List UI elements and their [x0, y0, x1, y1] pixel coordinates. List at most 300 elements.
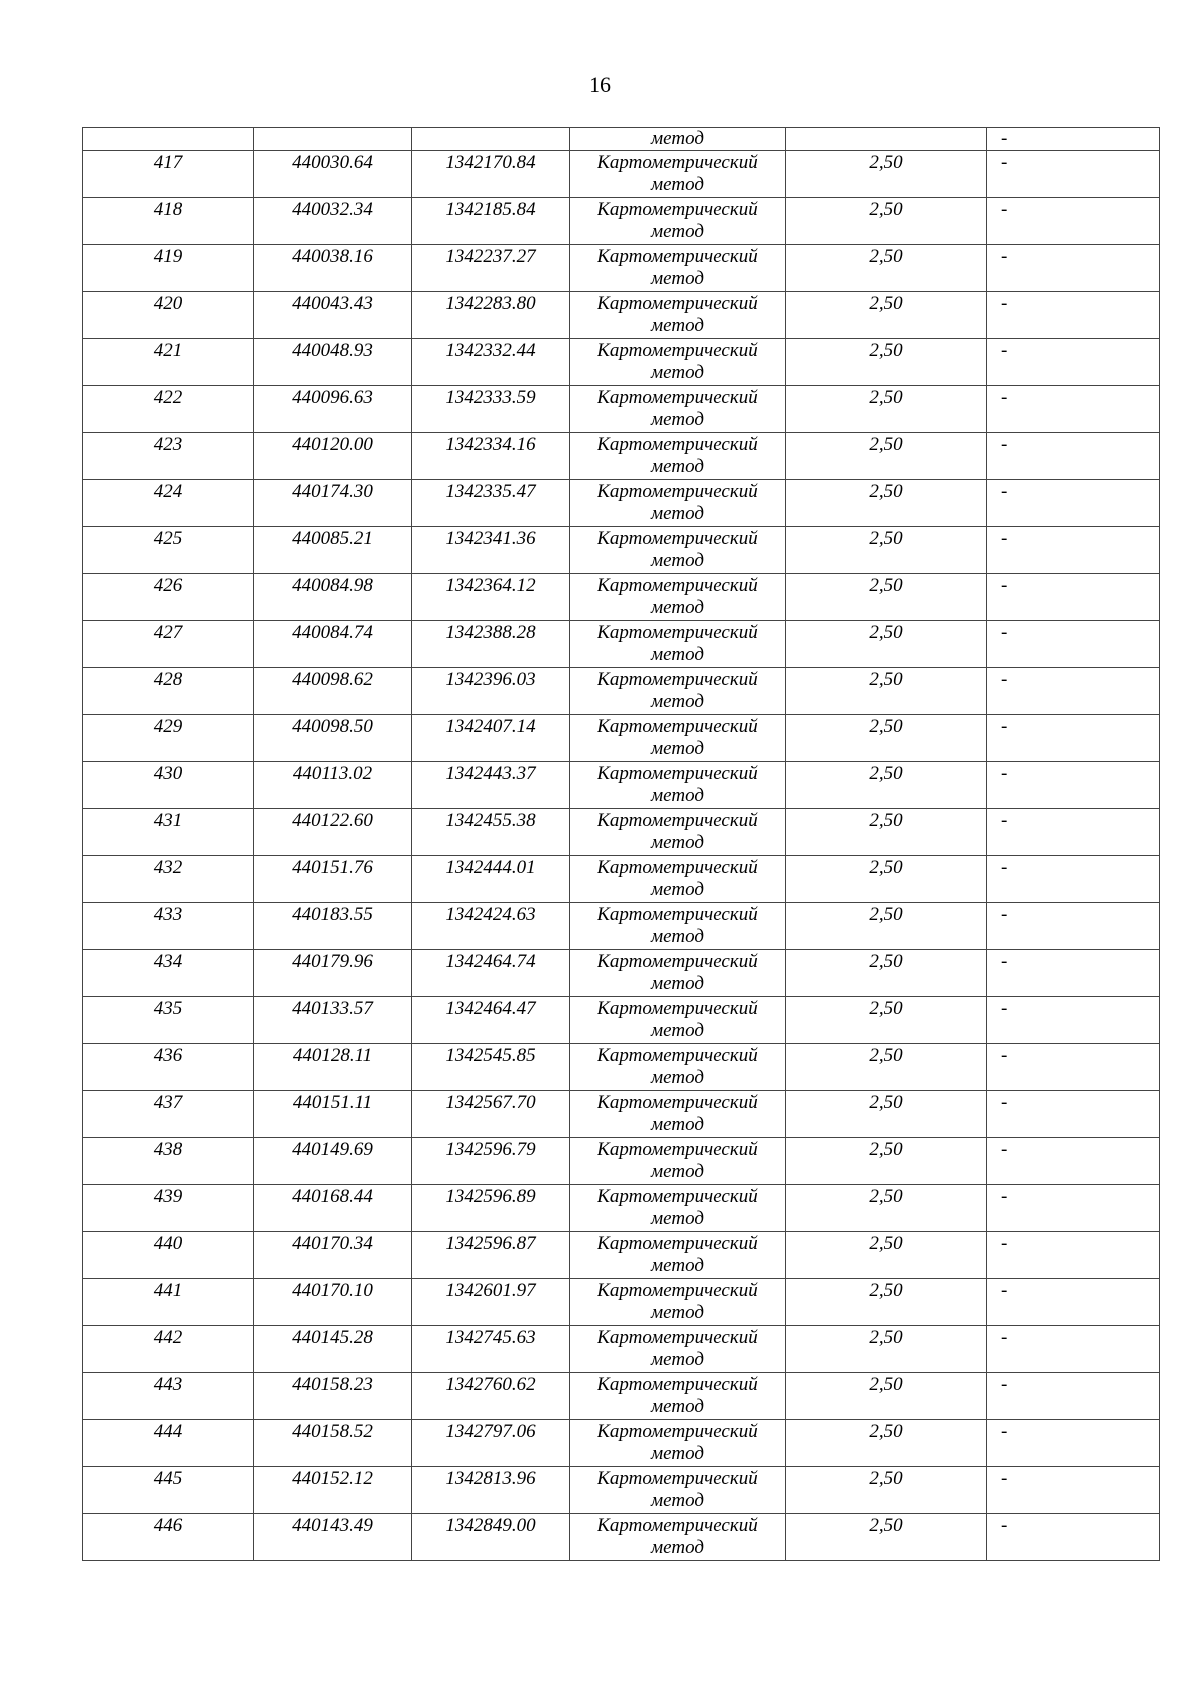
point-number-cell	[83, 668, 254, 715]
y-coordinate-cell	[412, 151, 570, 198]
table-row	[83, 1420, 1160, 1467]
x-coordinate: 440133.57	[292, 998, 373, 1019]
note-value: -	[1001, 763, 1008, 784]
method-line-1: Картометрический	[597, 1468, 758, 1489]
method-cell	[570, 151, 786, 198]
note-value: -	[1001, 387, 1008, 408]
y-coordinate-cell	[412, 950, 570, 997]
x-coordinate-cell	[254, 527, 412, 574]
accuracy-value: 2,50	[869, 575, 903, 596]
method-line-1: Картометрический	[597, 1280, 758, 1301]
point-number: 443	[153, 1374, 183, 1395]
table-row	[83, 1091, 1160, 1138]
y-coordinate-cell	[412, 1514, 570, 1561]
point-number-cell	[83, 1467, 254, 1514]
accuracy-value: 2,50	[869, 387, 903, 408]
method-line-1: Картометрический	[597, 998, 758, 1019]
accuracy-value: 2,50	[869, 716, 903, 737]
accuracy-value: 2,50	[869, 669, 903, 690]
accuracy-cell	[786, 151, 987, 198]
y-coordinate-cell	[412, 1326, 570, 1373]
y-coordinate-cell	[412, 433, 570, 480]
x-coordinate-cell	[254, 1420, 412, 1467]
method-line-2: метод	[651, 1255, 704, 1276]
note-cell	[987, 621, 1160, 668]
x-coordinate-cell	[254, 950, 412, 997]
method-cell	[570, 480, 786, 527]
y-coordinate: 1342567.70	[445, 1092, 536, 1113]
x-coordinate: 440120.00	[292, 434, 373, 455]
note-cell	[987, 997, 1160, 1044]
method-line-1: Картометрический	[597, 152, 758, 173]
table-row	[83, 1326, 1160, 1373]
x-coordinate-cell	[254, 292, 412, 339]
table-row	[83, 245, 1160, 292]
method-cell	[570, 574, 786, 621]
table-row	[83, 950, 1160, 997]
x-coordinate: 440183.55	[292, 904, 373, 925]
method-cell	[570, 386, 786, 433]
y-coordinate-cell	[412, 997, 570, 1044]
note-value: -	[1001, 575, 1008, 596]
accuracy-cell	[786, 527, 987, 574]
note-cell	[987, 151, 1160, 198]
y-coordinate: 1342813.96	[445, 1468, 536, 1489]
method-line-1: Картометрический	[597, 1233, 758, 1254]
accuracy-value: 2,50	[869, 1092, 903, 1113]
x-coordinate: 440085.21	[292, 528, 373, 549]
accuracy-value: 2,50	[869, 1280, 903, 1301]
x-coordinate: 440152.12	[292, 1468, 373, 1489]
y-coordinate: 1342388.28	[445, 622, 536, 643]
x-coordinate: 440170.34	[292, 1233, 373, 1254]
x-coordinate: 440158.23	[292, 1374, 373, 1395]
method-cell	[570, 1232, 786, 1279]
point-number-cell	[83, 433, 254, 480]
point-number: 420	[153, 293, 183, 314]
point-number: 430	[153, 763, 183, 784]
x-coordinate: 440030.64	[292, 152, 373, 173]
note-value: -	[1001, 1374, 1008, 1395]
note-cell	[987, 433, 1160, 480]
table-row	[83, 198, 1160, 245]
note-cell	[987, 339, 1160, 386]
y-coordinate: 1342341.36	[445, 528, 536, 549]
table-row	[83, 1514, 1160, 1561]
method-line-2: метод	[651, 221, 704, 242]
point-number-cell	[83, 1514, 254, 1561]
y-coordinate-cell	[412, 1373, 570, 1420]
y-coordinate-cell	[412, 1091, 570, 1138]
accuracy-cell	[786, 762, 987, 809]
point-number-cell	[83, 1420, 254, 1467]
method-line-2: метод	[651, 1490, 704, 1511]
x-coordinate: 440098.50	[292, 716, 373, 737]
note-value: -	[1001, 434, 1008, 455]
x-coordinate-cell	[254, 574, 412, 621]
accuracy-cell	[786, 574, 987, 621]
y-coordinate-cell	[412, 527, 570, 574]
point-number-cell	[83, 574, 254, 621]
method-line-1: Картометрический	[597, 716, 758, 737]
accuracy-cell	[786, 245, 987, 292]
method-line-2: метод	[651, 1349, 704, 1370]
point-number: 446	[153, 1515, 183, 1536]
y-coordinate: 1342745.63	[445, 1327, 536, 1348]
point-number-cell	[83, 903, 254, 950]
accuracy-value: 2,50	[869, 857, 903, 878]
method-cell	[570, 527, 786, 574]
y-coordinate-cell	[412, 292, 570, 339]
x-coordinate: 440122.60	[292, 810, 373, 831]
table-row	[83, 574, 1160, 621]
method-cell	[570, 245, 786, 292]
point-number: 444	[153, 1421, 183, 1442]
accuracy-cell	[786, 386, 987, 433]
method-line-1: Картометрический	[597, 1515, 758, 1536]
table-row	[83, 668, 1160, 715]
note-value: -	[1001, 1280, 1008, 1301]
y-coordinate-cell	[412, 1467, 570, 1514]
accuracy-cell	[786, 809, 987, 856]
accuracy-cell	[786, 621, 987, 668]
method-cell	[570, 1185, 786, 1232]
point-number: 422	[153, 387, 183, 408]
method-line-1: Картометрический	[597, 340, 758, 361]
accuracy-value: 2,50	[869, 199, 903, 220]
point-number: 432	[153, 857, 183, 878]
method-cell	[570, 433, 786, 480]
note-value: -	[1001, 716, 1008, 737]
y-coordinate-cell	[412, 762, 570, 809]
note-cell	[987, 950, 1160, 997]
y-coordinate-cell	[412, 245, 570, 292]
method-cell	[570, 809, 786, 856]
y-coordinate: 1342760.62	[445, 1374, 536, 1395]
point-number: 437	[153, 1092, 183, 1113]
note-cell	[987, 1138, 1160, 1185]
note-value: -	[1001, 1468, 1008, 1489]
point-number: 431	[153, 810, 183, 831]
method-cell	[570, 198, 786, 245]
x-coordinate: 440084.98	[292, 575, 373, 596]
x-coordinate: 440179.96	[292, 951, 373, 972]
note-value: -	[1001, 904, 1008, 925]
note-cell	[987, 1185, 1160, 1232]
point-number: 445	[153, 1468, 183, 1489]
method-cell	[570, 292, 786, 339]
note-cell	[987, 1091, 1160, 1138]
method-cell	[570, 903, 786, 950]
note-cell	[987, 1373, 1160, 1420]
method-cell	[570, 950, 786, 997]
x-coordinate: 440113.02	[292, 763, 373, 784]
point-number: 442	[153, 1327, 183, 1348]
x-coordinate-cell	[254, 480, 412, 527]
y-coordinate-cell	[412, 809, 570, 856]
note-cell	[987, 903, 1160, 950]
method-cell	[570, 1138, 786, 1185]
note-value: -	[1001, 857, 1008, 878]
point-number-cell	[83, 1091, 254, 1138]
note-cell	[987, 1420, 1160, 1467]
method-line-2: метод	[651, 644, 704, 665]
point-number: 436	[153, 1045, 183, 1066]
table-row	[83, 1232, 1160, 1279]
note-cell	[987, 715, 1160, 762]
x-coordinate: 440098.62	[292, 669, 373, 690]
method-line-2: метод	[651, 785, 704, 806]
accuracy-value: 2,50	[869, 481, 903, 502]
point-number-cell	[83, 245, 254, 292]
point-number: 419	[153, 246, 183, 267]
point-number: 425	[153, 528, 183, 549]
y-coordinate: 1342443.37	[445, 763, 536, 784]
method-line-1: Картометрический	[597, 434, 758, 455]
x-coordinate: 440170.10	[292, 1280, 373, 1301]
x-coordinate-cell	[254, 1514, 412, 1561]
table-row	[83, 151, 1160, 198]
x-coordinate-cell	[254, 1138, 412, 1185]
method-line-2: метод	[651, 832, 704, 853]
continuation-cell-y	[412, 128, 570, 151]
method-line-2: метод	[651, 1396, 704, 1417]
y-coordinate-cell	[412, 1138, 570, 1185]
note-cell	[987, 292, 1160, 339]
point-number: 433	[153, 904, 183, 925]
point-number: 434	[153, 951, 183, 972]
point-number-cell	[83, 527, 254, 574]
method-cell	[570, 1044, 786, 1091]
x-coordinate: 440032.34	[292, 199, 373, 220]
method-line-1: Картометрический	[597, 1421, 758, 1442]
x-coordinate-cell	[254, 1044, 412, 1091]
point-number-cell	[83, 198, 254, 245]
method-line-1: Картометрический	[597, 1045, 758, 1066]
note-value: -	[1001, 1045, 1008, 1066]
accuracy-cell	[786, 668, 987, 715]
x-coordinate: 440168.44	[292, 1186, 373, 1207]
method-cell	[570, 856, 786, 903]
x-coordinate: 440043.43	[292, 293, 373, 314]
method-cell	[570, 1279, 786, 1326]
table-body	[83, 128, 1160, 1561]
point-number-cell	[83, 1138, 254, 1185]
point-number: 423	[153, 434, 183, 455]
accuracy-cell	[786, 856, 987, 903]
accuracy-cell	[786, 480, 987, 527]
method-line-2: метод	[651, 691, 704, 712]
x-coordinate-cell	[254, 621, 412, 668]
table-row	[83, 1373, 1160, 1420]
method-line-2: метод	[651, 1537, 704, 1558]
x-coordinate: 440149.69	[292, 1139, 373, 1160]
method-cell	[570, 339, 786, 386]
note-cell	[987, 1044, 1160, 1091]
point-number-cell	[83, 339, 254, 386]
note-cell	[987, 668, 1160, 715]
method-line-2: метод	[651, 456, 704, 477]
table-row	[83, 480, 1160, 527]
table-row	[83, 762, 1160, 809]
method-line-1: Картометрический	[597, 1139, 758, 1160]
method-line-1: Картометрический	[597, 810, 758, 831]
point-number-cell	[83, 151, 254, 198]
y-coordinate-cell	[412, 856, 570, 903]
accuracy-cell	[786, 1514, 987, 1561]
accuracy-cell	[786, 1044, 987, 1091]
note-value: -	[1001, 293, 1008, 314]
y-coordinate: 1342601.97	[445, 1280, 536, 1301]
method-cell	[570, 1467, 786, 1514]
accuracy-value: 2,50	[869, 998, 903, 1019]
y-coordinate-cell	[412, 621, 570, 668]
x-coordinate-cell	[254, 245, 412, 292]
method-line-2: метод	[651, 315, 704, 336]
y-coordinate-cell	[412, 386, 570, 433]
note-cell	[987, 1232, 1160, 1279]
x-coordinate-cell	[254, 1091, 412, 1138]
method-line-1: Картометрический	[597, 1327, 758, 1348]
x-coordinate-cell	[254, 339, 412, 386]
y-coordinate: 1342407.14	[445, 716, 536, 737]
y-coordinate-cell	[412, 339, 570, 386]
y-coordinate-cell	[412, 574, 570, 621]
table-row	[83, 527, 1160, 574]
table-row	[83, 715, 1160, 762]
note-value: -	[1001, 1421, 1008, 1442]
y-coordinate: 1342596.87	[445, 1233, 536, 1254]
method-line-2: метод	[651, 1443, 704, 1464]
method-line-2: метод	[651, 926, 704, 947]
accuracy-cell	[786, 1091, 987, 1138]
accuracy-cell	[786, 1420, 987, 1467]
method-line-1: Картометрический	[597, 246, 758, 267]
table-row	[83, 433, 1160, 480]
accuracy-value: 2,50	[869, 1186, 903, 1207]
y-coordinate: 1342333.59	[445, 387, 536, 408]
accuracy-cell	[786, 950, 987, 997]
method-cell	[570, 621, 786, 668]
x-coordinate-cell	[254, 1467, 412, 1514]
x-coordinate: 440038.16	[292, 246, 373, 267]
point-number: 417	[153, 152, 183, 173]
accuracy-value: 2,50	[869, 951, 903, 972]
note-value: -	[1001, 810, 1008, 831]
y-coordinate: 1342185.84	[445, 199, 536, 220]
y-coordinate-cell	[412, 1420, 570, 1467]
table-row	[83, 809, 1160, 856]
accuracy-value: 2,50	[869, 1374, 903, 1395]
continuation-row	[83, 128, 1160, 151]
accuracy-cell	[786, 1373, 987, 1420]
accuracy-cell	[786, 198, 987, 245]
method-line-2: метод	[651, 1161, 704, 1182]
note-cell	[987, 1467, 1160, 1514]
y-coordinate: 1342334.16	[445, 434, 536, 455]
accuracy-cell	[786, 339, 987, 386]
method-line-2: метод	[651, 174, 704, 195]
x-coordinate-cell	[254, 856, 412, 903]
point-number: 440	[153, 1233, 183, 1254]
method-cell	[570, 997, 786, 1044]
x-coordinate: 440151.76	[292, 857, 373, 878]
method-cell	[570, 1091, 786, 1138]
method-line-1: Картометрический	[597, 1186, 758, 1207]
accuracy-value: 2,50	[869, 152, 903, 173]
method-line-1: Картометрический	[597, 387, 758, 408]
method-line-1: Картометрический	[597, 528, 758, 549]
accuracy-value: 2,50	[869, 434, 903, 455]
point-number-cell	[83, 950, 254, 997]
y-coordinate-cell	[412, 1044, 570, 1091]
method-line-1: Картометрический	[597, 1374, 758, 1395]
note-cell	[987, 198, 1160, 245]
note-value: -	[1001, 340, 1008, 361]
method-cell	[570, 1514, 786, 1561]
accuracy-value: 2,50	[869, 293, 903, 314]
note-value: -	[1001, 481, 1008, 502]
y-coordinate: 1342545.85	[445, 1045, 536, 1066]
y-coordinate-cell	[412, 198, 570, 245]
point-number-cell	[83, 1044, 254, 1091]
y-coordinate: 1342396.03	[445, 669, 536, 690]
method-line-1: Картометрический	[597, 1092, 758, 1113]
continuation-cell-accuracy	[786, 128, 987, 151]
method-cell	[570, 1326, 786, 1373]
accuracy-value: 2,50	[869, 1327, 903, 1348]
x-coordinate-cell	[254, 1232, 412, 1279]
x-coordinate: 440174.30	[292, 481, 373, 502]
method-cell	[570, 715, 786, 762]
accuracy-value: 2,50	[869, 810, 903, 831]
point-number-cell	[83, 292, 254, 339]
point-number-cell	[83, 715, 254, 762]
method-line-1: Картометрический	[597, 481, 758, 502]
note-value: -	[1001, 622, 1008, 643]
accuracy-value: 2,50	[869, 528, 903, 549]
note-value: -	[1001, 998, 1008, 1019]
x-coordinate-cell	[254, 668, 412, 715]
continuation-cell-x	[254, 128, 412, 151]
accuracy-cell	[786, 1467, 987, 1514]
note-cell	[987, 386, 1160, 433]
method-line-2: метод	[651, 1208, 704, 1229]
x-coordinate: 440084.74	[292, 622, 373, 643]
accuracy-cell	[786, 1279, 987, 1326]
y-coordinate-cell	[412, 480, 570, 527]
method-line-1: Картометрический	[597, 857, 758, 878]
accuracy-value: 2,50	[869, 904, 903, 925]
x-coordinate-cell	[254, 1326, 412, 1373]
point-number-cell	[83, 621, 254, 668]
y-coordinate: 1342464.74	[445, 951, 536, 972]
point-number: 427	[153, 622, 183, 643]
y-coordinate: 1342237.27	[445, 246, 536, 267]
point-number-cell	[83, 997, 254, 1044]
note-value: -	[1001, 1186, 1008, 1207]
point-number-cell	[83, 809, 254, 856]
accuracy-value: 2,50	[869, 1468, 903, 1489]
x-coordinate-cell	[254, 903, 412, 950]
continuation-cell-method: метод	[570, 128, 786, 151]
point-number: 426	[153, 575, 183, 596]
method-line-1: Картометрический	[597, 622, 758, 643]
accuracy-value: 2,50	[869, 1045, 903, 1066]
note-value: -	[1001, 951, 1008, 972]
table-row	[83, 621, 1160, 668]
table-row	[83, 1044, 1160, 1091]
